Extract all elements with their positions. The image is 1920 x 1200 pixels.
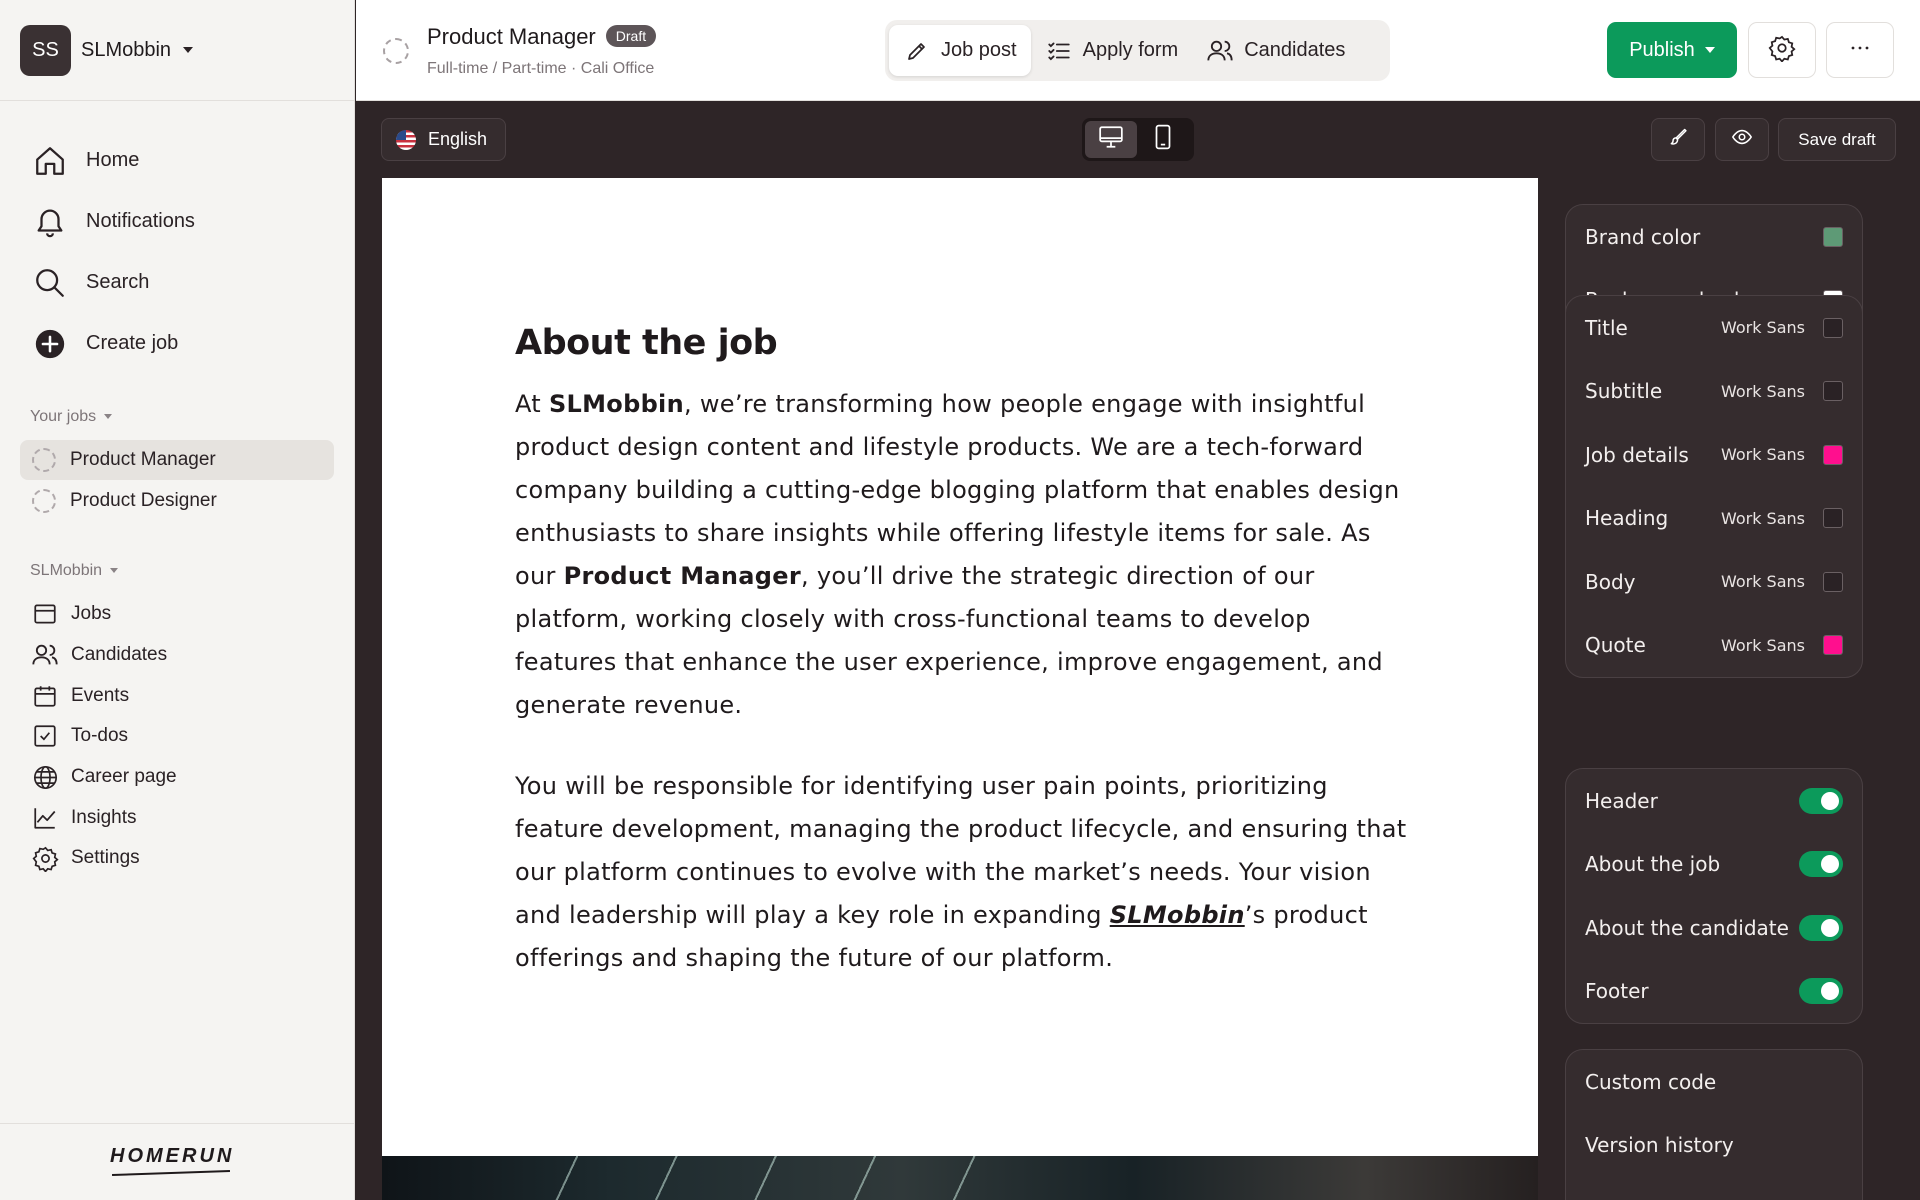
- checkbox-icon: [30, 721, 60, 751]
- footer-toggle[interactable]: [1799, 978, 1843, 1004]
- job-item-label: Product Designer: [70, 490, 217, 511]
- org-label[interactable]: [30, 562, 118, 580]
- org-item-todos[interactable]: [30, 716, 177, 757]
- gear-icon: [30, 843, 60, 873]
- org-item-label: Settings: [71, 847, 140, 869]
- publish-label: Publish: [1629, 38, 1695, 61]
- custom-code-row[interactable]: [1566, 1050, 1862, 1114]
- brand-color-row[interactable]: [1566, 205, 1862, 269]
- your-jobs-label[interactable]: [30, 408, 112, 426]
- color-swatch[interactable]: [1823, 318, 1843, 338]
- checklist-icon: [1045, 37, 1073, 65]
- font-name: Work Sans: [1720, 318, 1805, 338]
- text-run: At: [515, 390, 549, 418]
- header-toggle[interactable]: [1799, 788, 1843, 814]
- font-name: Work Sans: [1720, 635, 1805, 655]
- section-label-text: SLMobbin: [30, 562, 103, 579]
- section-row-about-the-candidate: [1566, 896, 1862, 960]
- row-label: About the candidate: [1585, 915, 1789, 940]
- design-settings-panel: [1538, 178, 1920, 1200]
- home-icon: [30, 141, 70, 181]
- office-photo: [382, 1156, 1538, 1200]
- font-name: Work Sans: [1720, 508, 1805, 528]
- section-label-text: Your jobs: [30, 408, 97, 425]
- tab-job-post[interactable]: [889, 25, 1031, 76]
- job-post-content[interactable]: [515, 323, 1415, 1018]
- mobile-view-button[interactable]: [1137, 121, 1189, 158]
- row-label: Subtitle: [1585, 379, 1663, 404]
- text-run: , you’ll drive the strategic direction of our platform, working closely with cross-functional teams to develop features that enhance the user experience, improve engagement, and generate revenue.: [515, 562, 1383, 719]
- row-label: Custom code: [1585, 1069, 1717, 1094]
- job-title: [427, 24, 656, 50]
- search-icon: [30, 263, 70, 303]
- gear-icon: [1768, 34, 1796, 67]
- paragraph-1: [515, 383, 1415, 727]
- row-label: About the job: [1585, 852, 1721, 877]
- sidebar: [0, 0, 355, 1200]
- row-label: Header: [1585, 788, 1658, 813]
- desktop-view-button[interactable]: [1085, 121, 1137, 158]
- sections-card: [1565, 768, 1863, 1024]
- section-row-footer: [1566, 960, 1862, 1024]
- globe-icon: [30, 762, 60, 792]
- language-selector[interactable]: [381, 118, 506, 161]
- preview-button[interactable]: [1715, 118, 1769, 161]
- section-row-about-the-job: [1566, 833, 1862, 897]
- row-label: Version history: [1585, 1133, 1734, 1158]
- divider: [0, 1123, 355, 1124]
- status-badge: Draft: [606, 25, 656, 47]
- desktop-icon: [1098, 125, 1124, 154]
- nav-item-notifications[interactable]: [30, 191, 195, 252]
- color-swatch[interactable]: [1823, 508, 1843, 528]
- row-label: Title: [1585, 315, 1628, 340]
- org-item-insights[interactable]: [30, 797, 177, 838]
- tab-label: Job post: [941, 39, 1017, 61]
- row-label: Body: [1585, 569, 1636, 594]
- font-name: Work Sans: [1720, 445, 1805, 465]
- row-label: Job details: [1585, 442, 1689, 467]
- about-the-candidate-toggle[interactable]: [1799, 915, 1843, 941]
- workspace-name: SLMobbin: [81, 38, 172, 61]
- draft-status-icon: [32, 489, 56, 513]
- advanced-card: [1565, 1049, 1863, 1200]
- publish-button[interactable]: [1607, 22, 1737, 78]
- job-item-product-manager[interactable]: [20, 440, 334, 480]
- job-item-product-designer[interactable]: [20, 481, 334, 521]
- job-post-canvas: [382, 178, 1538, 1200]
- calendar-icon: [30, 681, 60, 711]
- typography-row-job-details[interactable]: [1566, 423, 1862, 487]
- nav-label: Search: [86, 271, 150, 293]
- row-label: Quote: [1585, 633, 1646, 658]
- nav-item-search[interactable]: [30, 252, 195, 313]
- nav-label: Home: [86, 149, 140, 171]
- people-icon: [1206, 37, 1234, 65]
- bell-icon: [30, 202, 70, 242]
- editor-toolbar: [356, 101, 1920, 177]
- tab-label: Candidates: [1244, 39, 1346, 61]
- org-item-label: Career page: [71, 766, 177, 788]
- bold-job-title: Product Manager: [563, 562, 801, 590]
- org-item-career-page[interactable]: [30, 757, 177, 798]
- org-item-label: Insights: [71, 806, 137, 828]
- top-header: [356, 0, 1920, 101]
- language-label: English: [428, 129, 488, 149]
- chart-icon: [30, 803, 60, 833]
- job-title-text: Product Manager: [427, 24, 596, 49]
- main-nav: [30, 130, 195, 374]
- draft-status-icon: [32, 448, 56, 472]
- save-draft-button[interactable]: [1778, 118, 1896, 161]
- org-item-candidates[interactable]: [30, 635, 177, 676]
- us-flag-icon: [396, 130, 416, 150]
- chevron-down-icon: [183, 47, 193, 53]
- chevron-down-icon: [1705, 47, 1715, 53]
- typography-card: [1565, 295, 1863, 678]
- chevron-down-icon: [104, 414, 112, 419]
- typography-row-subtitle[interactable]: [1566, 360, 1862, 424]
- color-swatch[interactable]: [1823, 572, 1843, 592]
- typography-row-heading[interactable]: [1566, 487, 1862, 551]
- more-icon: [1848, 36, 1872, 65]
- typography-row-body[interactable]: [1566, 550, 1862, 614]
- chevron-down-icon: [110, 568, 118, 573]
- version-history-row[interactable]: [1566, 1114, 1862, 1178]
- typography-row-title[interactable]: [1566, 296, 1862, 360]
- more-options-button[interactable]: [1826, 22, 1894, 78]
- job-item-label: Product Manager: [70, 449, 216, 470]
- org-item-events[interactable]: [30, 675, 177, 716]
- homerun-logo: HOMERUN: [110, 1145, 235, 1167]
- job-subtitle: Full-time / Part-time · Cali Office: [427, 60, 655, 77]
- brand-color-swatch[interactable]: [1823, 227, 1843, 247]
- eye-icon: [1731, 126, 1753, 153]
- org-item-label: Events: [71, 684, 130, 706]
- style-brush-button[interactable]: [1651, 118, 1705, 161]
- device-toggle: [1082, 118, 1194, 161]
- jobs-icon: [30, 599, 60, 629]
- text-run: , we’re transforming how people engage with insightful product design content and lifestyle products. We are a tech-forward company building a cutting-edge blogging platform that enables design enthusiasts to share insights while offering lifestyle items for sale. As our: [515, 390, 1400, 590]
- row-label: Footer: [1585, 979, 1649, 1004]
- text-run: ’s product offerings and shaping the future of our platform.: [515, 901, 1368, 972]
- color-swatch[interactable]: [1823, 445, 1843, 465]
- color-swatch[interactable]: [1823, 635, 1843, 655]
- nav-item-home[interactable]: [30, 130, 195, 191]
- tab-label: Apply form: [1082, 39, 1179, 61]
- org-nav: [30, 594, 177, 879]
- row-label: Brand color: [1585, 224, 1701, 249]
- draft-status-icon: [383, 38, 409, 64]
- nav-label: Notifications: [86, 210, 195, 232]
- typography-row-quote[interactable]: [1566, 614, 1862, 678]
- company-name-link[interactable]: SLMobbin: [1109, 901, 1245, 929]
- org-item-settings[interactable]: [30, 838, 177, 879]
- pencil-icon: [903, 37, 931, 65]
- logo-underline: [112, 1170, 230, 1176]
- about-the-job-toggle[interactable]: [1799, 851, 1843, 877]
- org-item-label: Candidates: [71, 644, 168, 666]
- org-item-label: Jobs: [71, 603, 112, 625]
- color-swatch[interactable]: [1823, 381, 1843, 401]
- candidates-icon: [30, 640, 60, 670]
- save-draft-label: Save draft: [1798, 129, 1876, 149]
- tab-candidates[interactable]: [1192, 25, 1359, 76]
- font-name: Work Sans: [1720, 381, 1805, 401]
- jobs-list: [20, 440, 334, 522]
- divider: [0, 100, 355, 101]
- brush-icon: [1668, 127, 1688, 152]
- text-run: You will be responsible for identifying user pain points, prioritizing feature development, managing the product lifecycle, and ensuring that our platform continues to evolve with the market’s needs. Your vision and leadership will play a key role in expanding: [515, 772, 1407, 929]
- nav-label: Create job: [86, 332, 179, 354]
- tab-apply-form[interactable]: [1031, 25, 1193, 76]
- settings-button[interactable]: [1748, 22, 1816, 78]
- bold-company-name: SLMobbin: [548, 390, 684, 418]
- nav-item-create-job[interactable]: [30, 313, 195, 374]
- workspace-avatar: SS: [20, 25, 71, 76]
- workspace-switcher[interactable]: [20, 23, 193, 77]
- plus-circle-icon: [30, 324, 70, 364]
- row-label: Heading: [1585, 506, 1669, 531]
- editor-tabs: [885, 20, 1390, 81]
- org-item-label: To-dos: [71, 725, 129, 747]
- section-heading: About the job: [515, 323, 778, 363]
- section-row-header: [1566, 769, 1862, 833]
- paragraph-2: [515, 765, 1415, 980]
- org-item-jobs[interactable]: [30, 594, 177, 635]
- mobile-icon: [1153, 124, 1173, 155]
- font-name: Work Sans: [1720, 572, 1805, 592]
